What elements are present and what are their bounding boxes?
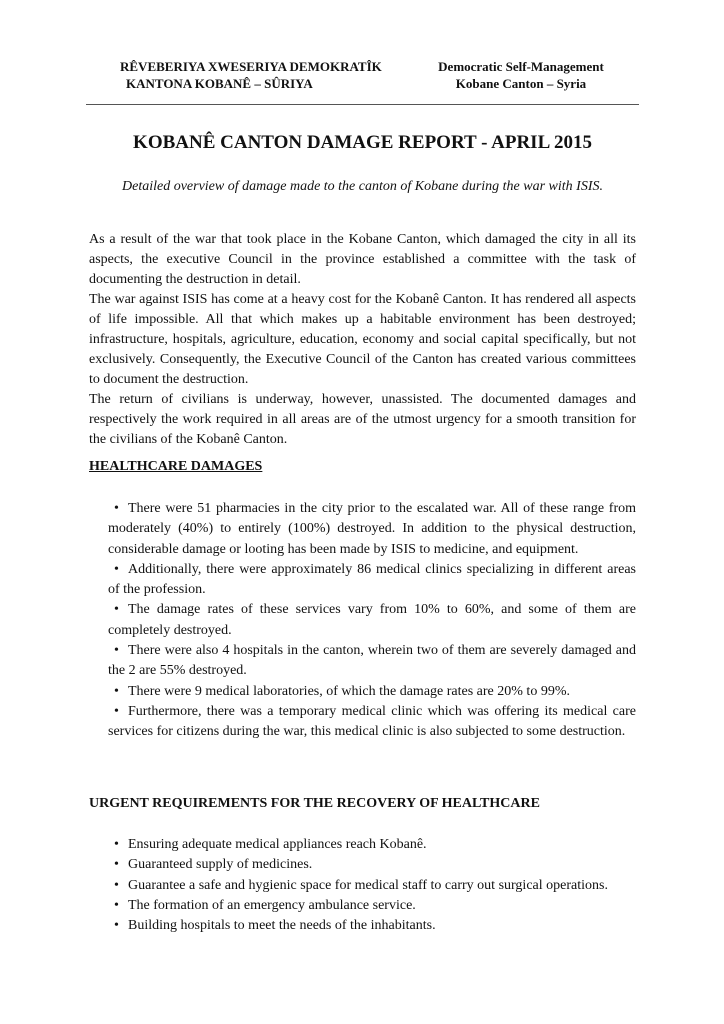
- header-english-line2: Kobane Canton – Syria: [455, 76, 587, 91]
- list-item-text: Additionally, there were approximately 86 medical clinics specializing in different areas of the profession.: [108, 561, 636, 598]
- list-item: [108, 855, 636, 875]
- list-item-text: Building hospitals to meet the needs of the inhabitants.: [128, 918, 436, 934]
- list-item-text: The damage rates of these services vary from 10% to 60%, and some of them are completely destroyed.: [108, 602, 636, 638]
- list-item-text: Guarantee a safe and hygienic space for medical staff to carry out surgical operations.: [128, 877, 608, 893]
- list-item: [108, 896, 636, 916]
- list-item-text: There were also 4 hospitals in the canton, wherein two of them are severely damaged and the 2 are 55% destroyed.: [108, 643, 636, 679]
- bullet-icon: •: [114, 602, 119, 618]
- list-item: [108, 560, 636, 601]
- header-english: [431, 58, 611, 92]
- bullet-icon: •: [114, 643, 119, 659]
- intro-paragraph: The war against ISIS has come at a heavy cost for the Kobanê Canton. It has rendered all aspects of life impossible. All that which makes up a habitable environment has been destroyed; infrastructure, hospitals, agriculture, education, economy and social capital specifically, but not exclusively. Consequently, the Executive Council of the Canton has created various committees to document the destruction.: [89, 292, 636, 387]
- requirements-heading: URGENT REQUIREMENTS FOR THE RECOVERY OF HEALTHCARE: [89, 796, 540, 811]
- intro-paragraph: As a result of the war that took place in the Kobane Canton, which damaged the city in all its aspects, the executive Council in the province established a committee with the task of documenting the destruction in detail.: [89, 232, 636, 287]
- list-item: [108, 641, 636, 682]
- list-item: [108, 682, 636, 702]
- bullet-icon: •: [114, 877, 119, 893]
- list-item-text: There were 51 pharmacies in the city prior to the escalated war. All of these range from moderately (40%) to entirely (100%) destroyed. In addition to the physical destruction, considerable damage or looting has been made by ISIS to medicine, and equipment.: [108, 501, 636, 557]
- intro-text: [89, 230, 636, 450]
- list-item: [108, 916, 636, 936]
- list-item-text: Ensuring adequate medical appliances reach Kobanê.: [128, 837, 427, 852]
- bullet-icon: •: [114, 683, 119, 699]
- list-item-text: There were 9 medical laboratories, of which the damage rates are 20% to 99%.: [128, 683, 570, 699]
- healthcare-heading: HEALTHCARE DAMAGES: [89, 459, 263, 474]
- list-item: [108, 876, 636, 896]
- bullet-icon: •: [114, 837, 119, 852]
- header-english-line1: Democratic Self-Management: [438, 59, 604, 74]
- header-kurdish-line1: RÊVEBERIYA XWESERIYA DEMOKRATÎK: [120, 59, 382, 74]
- healthcare-list: [108, 499, 636, 743]
- bullet-icon: •: [114, 857, 119, 873]
- intro-paragraph: The return of civilians is underway, however, unassisted. The documented damages and respectively the work required in all areas are of the utmost urgency for a smooth transition for the civilians of the Kobanê Canton.: [89, 392, 636, 447]
- header-kurdish-line2: KANTONA KOBANÊ – SÛRIYA: [126, 76, 313, 91]
- bullet-icon: •: [114, 897, 119, 913]
- list-item-text: Furthermore, there was a temporary medical clinic which was offering its medical care services for citizens during the war, this medical clinic is also subjected to some destruction.: [108, 703, 636, 740]
- bullet-icon: •: [114, 561, 119, 577]
- list-item: [108, 835, 636, 855]
- requirements-list: [108, 835, 636, 936]
- list-item: [108, 499, 636, 560]
- report-subtitle: Detailed overview of damage made to the canton of Kobane during the war with ISIS.: [122, 179, 603, 194]
- bullet-icon: •: [114, 501, 119, 516]
- list-item: [108, 702, 636, 743]
- bullet-icon: •: [114, 918, 119, 934]
- list-item-text: Guaranteed supply of medicines.: [128, 857, 313, 873]
- list-item: [108, 600, 636, 641]
- report-title: KOBANÊ CANTON DAMAGE REPORT - APRIL 2015: [133, 132, 592, 153]
- bullet-icon: •: [114, 703, 119, 719]
- list-item-text: The formation of an emergency ambulance service.: [128, 897, 416, 913]
- header-divider: [86, 104, 639, 105]
- header-kurdish: [120, 58, 382, 92]
